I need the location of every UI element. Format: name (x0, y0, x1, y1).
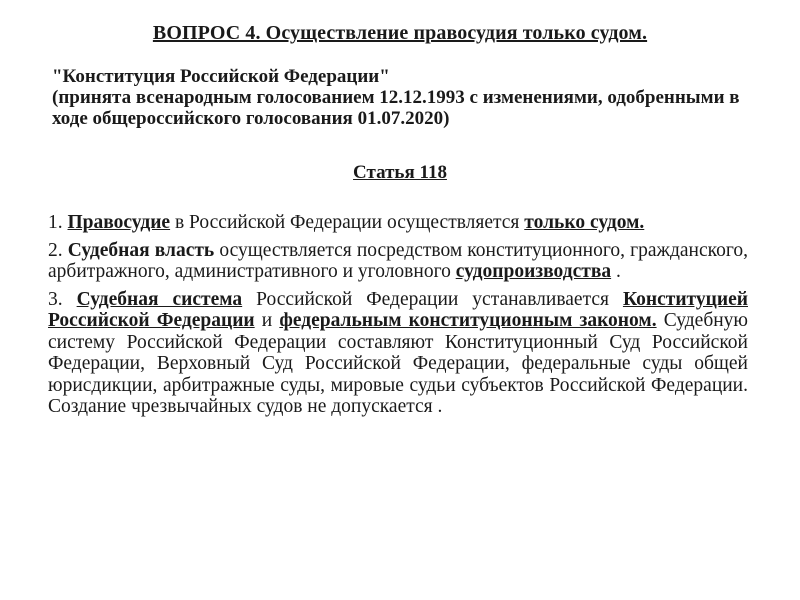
paragraph-2 (48, 240, 748, 283)
slide-title: ВОПРОС 4. Осуществление правосудия только судом. (152, 22, 648, 44)
paragraph-text: Российской Федерации устанавливается (242, 288, 623, 310)
paragraph-number: 2. (48, 239, 68, 261)
paragraph-number: 1. (48, 212, 68, 233)
emphasis-proceedings: судопроизводства (455, 261, 612, 282)
paragraph-text: Судебную систему Российской Федерации составляют Конституционный Суд Российской Федерации, Верховный Суд Российской Федерации, федеральные суды общей юрисдикции, арбитражные суды, мировые судьи субъектов Российской Федерации. Создание чрезвычайных судов не допускается . (48, 310, 748, 417)
paragraph-text: в Российской Федерации осуществляется (170, 212, 525, 233)
paragraph-1 (48, 212, 748, 234)
term-judicial-system: Судебная система (76, 288, 243, 310)
source-amendment: (принята всенародным голосованием 12.12.1993 с изменениями, одобренными в ходе общероссийского голосования 01.07.2020) (52, 87, 740, 129)
emphasis-federal-law: федеральным конституционным законом. (279, 310, 657, 331)
article-body (48, 212, 748, 424)
paragraph-text: . (611, 261, 621, 282)
paragraph-text: осуществляется посредством конституционного, гражданского, арбитражного, административного и уголовного (48, 239, 748, 282)
article-heading: Статья 118 (353, 162, 447, 183)
source-block (52, 66, 762, 129)
source-name: "Конституция Российской Федерации" (52, 66, 390, 87)
paragraph-text: и (254, 310, 280, 331)
term-judicial-power: Судебная власть (67, 239, 215, 261)
paragraph-number: 3. (48, 288, 77, 310)
emphasis-only-court: только судом. (524, 212, 645, 233)
emphasis-constitution: Конституцией Российской Федерации (48, 288, 748, 331)
paragraph-3 (48, 289, 748, 418)
term-pravosudie: Правосудие (67, 212, 171, 233)
